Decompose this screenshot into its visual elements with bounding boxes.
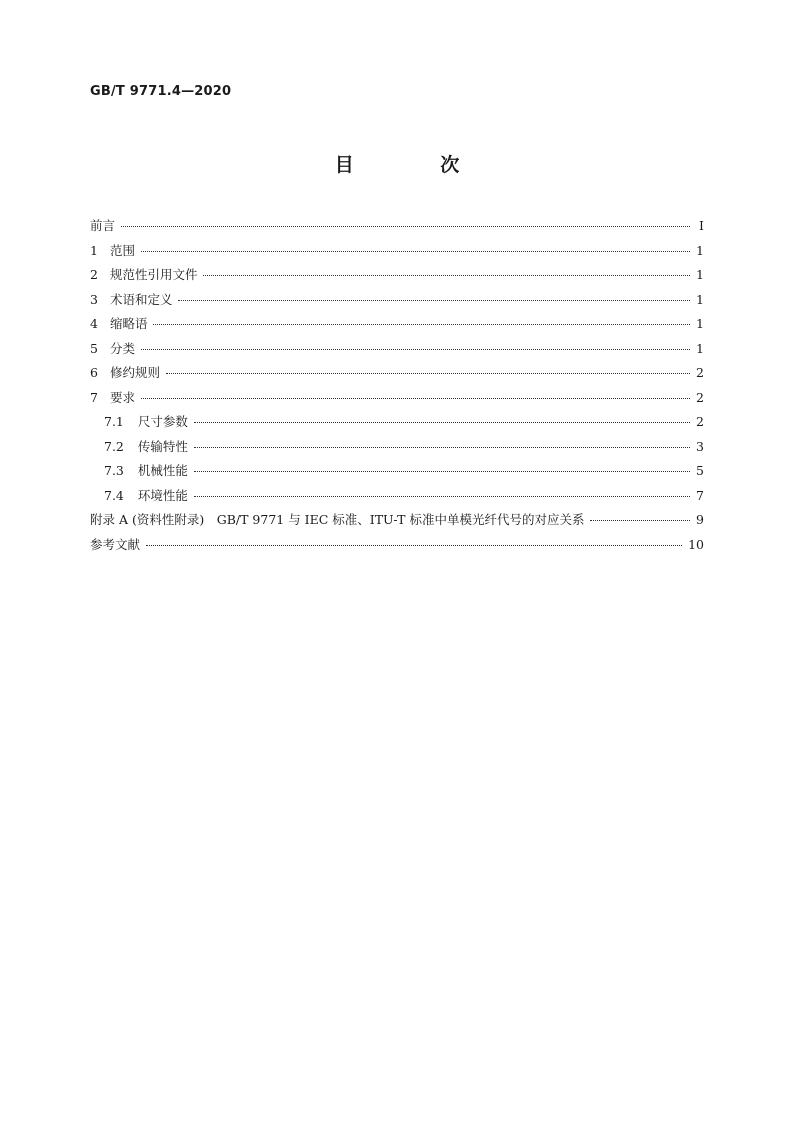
toc-entry-page-number: 1 — [696, 291, 704, 307]
toc-dot-leader — [141, 251, 690, 252]
toc-dot-leader — [166, 373, 690, 374]
toc-entry-label: 机械性能 — [137, 463, 188, 478]
toc-entry[interactable] — [90, 437, 704, 462]
toc-dot-leader — [203, 275, 690, 276]
toc-entry-label: 范围 — [109, 242, 135, 258]
toc-entry-number: 4 — [90, 316, 98, 331]
toc-dot-leader — [153, 324, 690, 325]
toc-entry-label: 要求 — [109, 389, 135, 405]
toc-entry[interactable] — [90, 388, 704, 413]
toc-entry-page-number: 3 — [696, 438, 704, 454]
toc-dot-leader — [194, 496, 690, 497]
toc-dot-leader — [178, 300, 690, 301]
toc-dot-leader — [141, 398, 690, 399]
toc-entry[interactable] — [90, 241, 704, 266]
toc-entry-label: 尺寸参数 — [137, 414, 188, 429]
toc-entry-number: 5 — [90, 340, 98, 356]
toc-entry-number: 7 — [90, 389, 98, 405]
toc-entry[interactable] — [90, 363, 704, 388]
toc-entry[interactable] — [90, 412, 704, 437]
toc-entry-number: 1 — [90, 242, 98, 258]
toc-entry-page-number: Ⅰ — [699, 218, 704, 233]
toc-entry[interactable] — [90, 265, 704, 290]
toc-entry-label: 参考文献 — [90, 536, 141, 552]
toc-entry-number: 3 — [90, 291, 98, 307]
toc-dot-leader — [141, 349, 690, 350]
toc-entry-page-number: 2 — [696, 389, 704, 405]
toc-entry[interactable] — [90, 290, 704, 315]
toc-entry-page-number: 10 — [688, 536, 704, 552]
toc-entry-page-number: 7 — [696, 487, 704, 503]
toc-entry-label: 附录 A (资料性附录) GB/T 9771 与 IEC 标准、ITU-T 标准中单模光纤代号的对应关系 — [90, 512, 585, 527]
toc-entry[interactable] — [90, 339, 704, 364]
toc-entry[interactable] — [90, 535, 704, 560]
toc-dot-leader — [194, 422, 690, 423]
toc-entry-label: 规范性引用文件 — [109, 267, 198, 282]
toc-entry-number: 7.2 — [104, 438, 124, 454]
standard-code: GB/T 9771.4—2020 — [90, 84, 232, 99]
table-of-contents — [90, 216, 704, 559]
toc-entry-number: 2 — [90, 267, 98, 282]
toc-entry-number: 6 — [90, 365, 98, 380]
toc-entry-page-number: 1 — [696, 267, 704, 282]
toc-entry-number: 7.4 — [104, 487, 124, 503]
toc-entry-page-number: 2 — [696, 365, 704, 380]
toc-entry-label: 分类 — [109, 340, 135, 356]
page-title: 目 次 — [334, 154, 500, 176]
toc-entry[interactable] — [90, 510, 704, 535]
toc-entry-label: 修约规则 — [109, 365, 160, 380]
toc-entry-label: 术语和定义 — [109, 291, 173, 307]
toc-entry[interactable] — [90, 314, 704, 339]
toc-entry-number: 7.3 — [104, 463, 124, 478]
toc-entry-page-number: 9 — [696, 512, 704, 527]
toc-entry-page-number: 1 — [696, 340, 704, 356]
toc-entry-label: 环境性能 — [137, 487, 188, 503]
toc-entry[interactable] — [90, 461, 704, 486]
toc-dot-leader — [590, 520, 690, 521]
toc-dot-leader — [194, 447, 690, 448]
toc-entry-label: 传输特性 — [137, 438, 188, 454]
toc-entry-page-number: 5 — [696, 463, 704, 478]
toc-dot-leader — [146, 545, 682, 546]
toc-entry-label: 前言 — [90, 218, 116, 233]
toc-entry-page-number: 2 — [696, 414, 704, 429]
toc-dot-leader — [194, 471, 690, 472]
toc-entry-number: 7.1 — [104, 414, 124, 429]
toc-entry-page-number: 1 — [696, 242, 704, 258]
toc-entry-page-number: 1 — [696, 316, 704, 331]
toc-dot-leader — [121, 226, 690, 227]
toc-entry[interactable] — [90, 216, 704, 241]
toc-entry-label: 缩略语 — [109, 316, 148, 331]
toc-entry[interactable] — [90, 486, 704, 511]
